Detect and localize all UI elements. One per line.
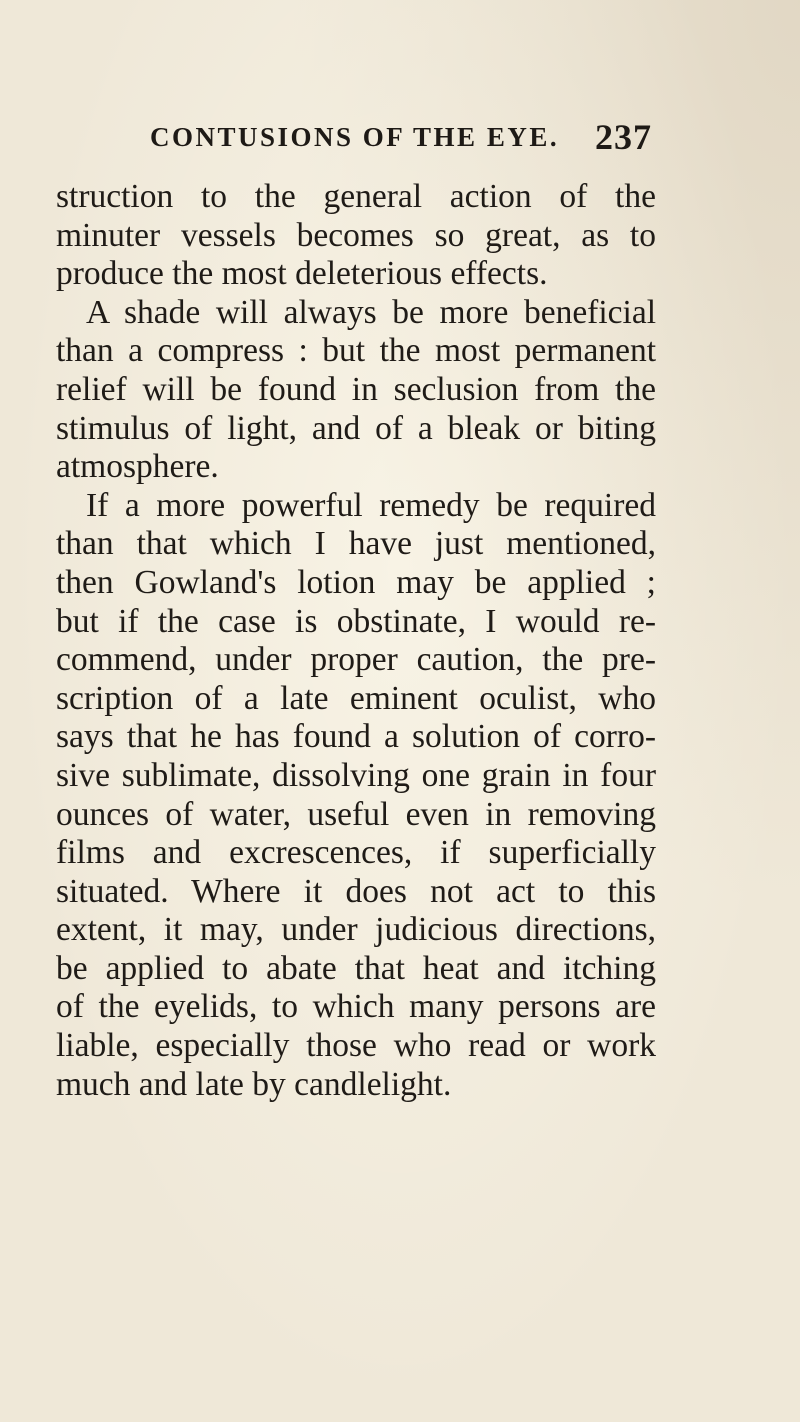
text-line: stimulus of light, and of a bleak or biting — [56, 409, 656, 447]
text-line: extent, it may, under judicious directions, — [56, 911, 656, 949]
text-line: minuter vessels becomes so great, as to — [56, 216, 656, 254]
text-line: produce the most deleterious effects. — [56, 255, 548, 293]
text-line: be applied to abate that heat and itching — [56, 949, 656, 987]
page-number: 237 — [595, 117, 652, 157]
text-line: situated. Where it does not act to this — [56, 872, 656, 910]
text-line: but if the case is obstinate, I would re- — [56, 602, 656, 640]
text-line: sive sublimate, dissolving one grain in four — [56, 756, 656, 794]
text-line: struction to the general action of the — [56, 178, 656, 215]
text-line: commend, under proper caution, the pre- — [56, 641, 656, 679]
text-line: than that which I have just mentioned, — [56, 525, 656, 563]
text-line: films and excrescences, if superficially — [56, 834, 656, 872]
text-line: than a compress : but the most permanent — [56, 332, 656, 370]
running-head: CONTUSIONS OF THE EYE. — [150, 122, 560, 152]
text-line: of the eyelids, to which many persons are — [56, 988, 656, 1026]
text-line: much and late by candlelight. — [56, 1065, 452, 1103]
page-header — [150, 114, 670, 164]
text-line: says that he has found a solution of corro- — [56, 718, 656, 756]
text-line: liable, especially those who read or work — [56, 1027, 656, 1065]
text-line: relief will be found in seclusion from the — [56, 370, 656, 408]
text-line: A shade will always be more beneficial — [86, 293, 656, 331]
text-line: then Gowland's lotion may be applied ; — [56, 563, 656, 601]
text-line: If a more powerful remedy be required — [86, 486, 656, 524]
body-text — [56, 178, 656, 1104]
text-line: ounces of water, useful even in removing — [56, 795, 656, 833]
text-line: scription of a late eminent oculist, who — [56, 679, 656, 717]
text-line: atmosphere. — [56, 448, 219, 486]
